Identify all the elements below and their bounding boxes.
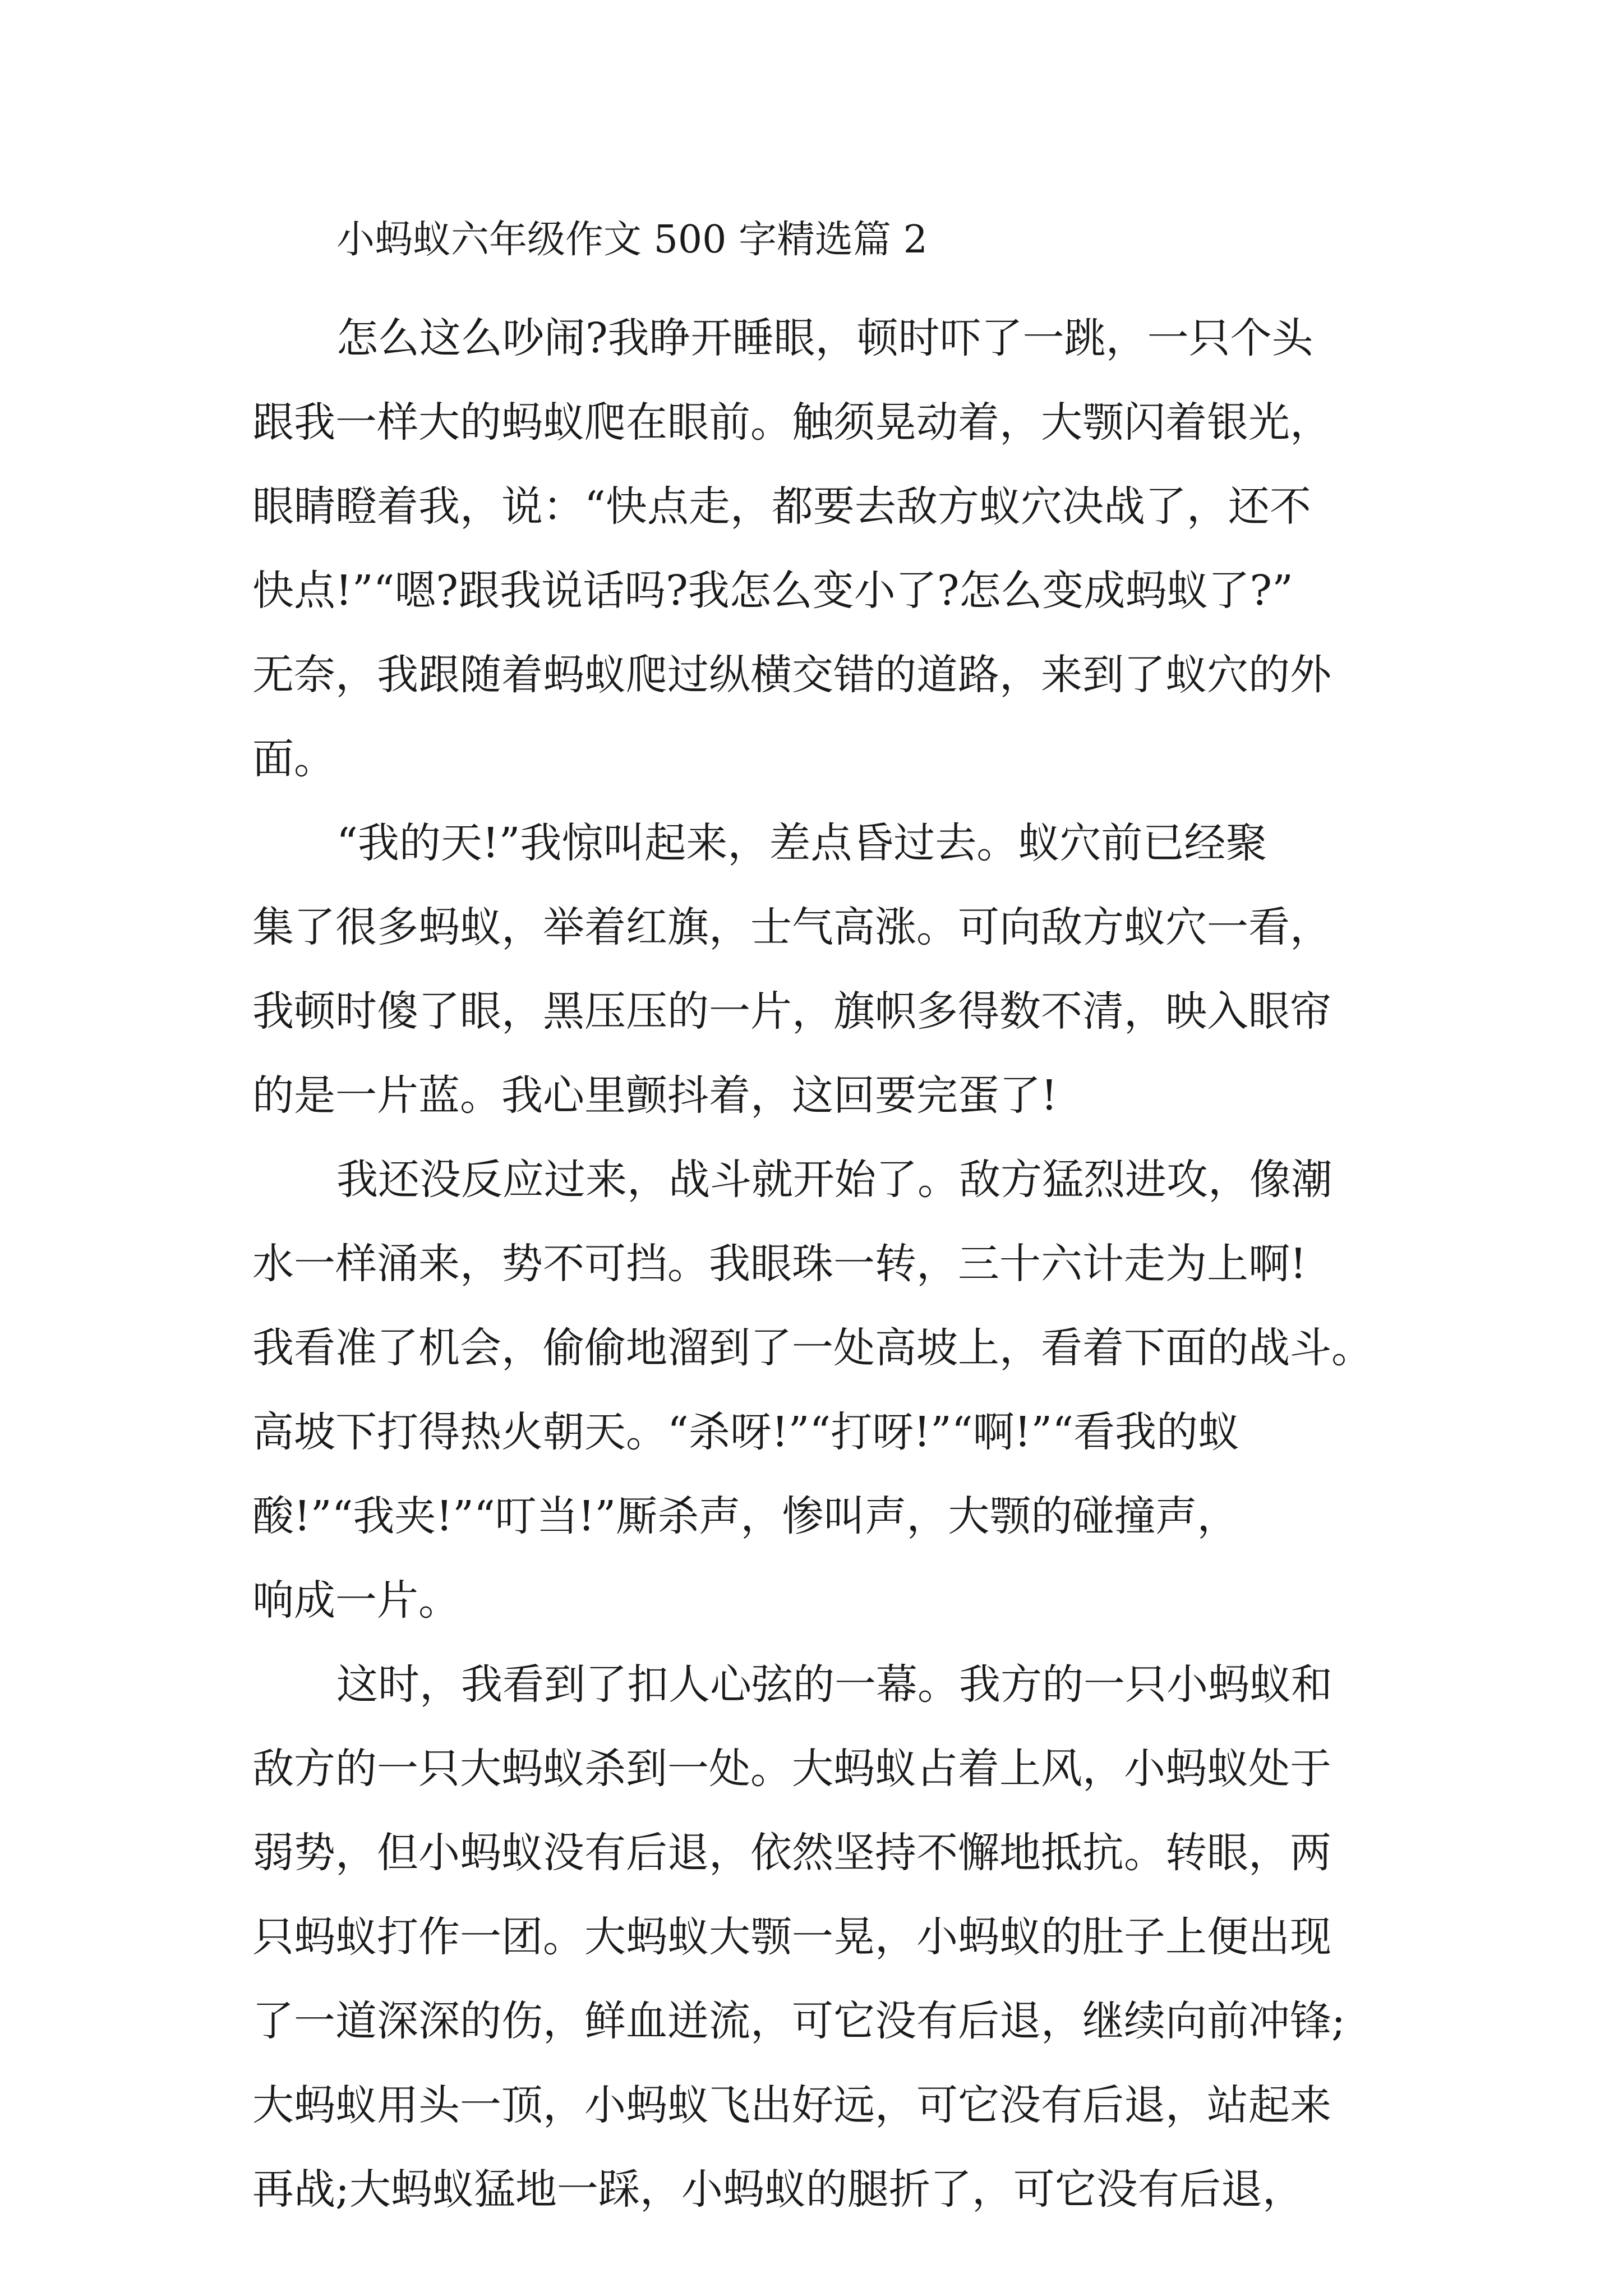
text-line: 集了很多蚂蚁，举着红旗，士气高涨。可向敌方蚁穴一看， xyxy=(252,903,1331,951)
text-line: 弱势，但小蚂蚁没有后退，依然坚持不懈地抵抗。转眼，两 xyxy=(252,1829,1331,1877)
text-line: 我还没反应过来，战斗就开始了。敌方猛烈进攻，像潮 xyxy=(336,1156,1332,1204)
text-line: 无奈，我跟随着蚂蚁爬过纵横交错的道路，来到了蚁穴的外 xyxy=(252,651,1331,699)
text-line: 大蚂蚁用头一顶，小蚂蚁飞出好远，可它没有后退，站起来 xyxy=(252,2081,1331,2129)
text-line: 响成一片。 xyxy=(252,1576,460,1625)
text-line: 我顿时傻了眼，黑压压的一片，旗帜多得数不清，映入眼帘 xyxy=(252,987,1331,1036)
text-line: 眼睛瞪着我，说：“快点走，都要去敌方蚁穴决战了，还不 xyxy=(252,482,1311,531)
text-line: 再战;大蚂蚁猛地一踩，小蚂蚁的腿折了，可它没有后退， xyxy=(252,2165,1304,2214)
text-line: 面。 xyxy=(252,735,335,783)
text-line: 跟我一样大的蚂蚁爬在眼前。触须晃动着，大颚闪着银光， xyxy=(252,398,1331,447)
text-line: 的是一片蓝。我心里颤抖着，这回要完蛋了! xyxy=(252,1071,1058,1120)
text-line: 怎么这么吵闹?我睁开睡眼，顿时吓了一跳，一只个头 xyxy=(336,314,1313,362)
text-line: 快点!”“嗯?跟我说话吗?我怎么变小了?怎么变成蚂蚁了?” xyxy=(252,567,1293,615)
text-line: 这时，我看到了扣人心弦的一幕。我方的一只小蚂蚁和 xyxy=(336,1660,1332,1709)
document-title: 小蚂蚁六年级作文 500 字精选篇 2 xyxy=(336,218,928,262)
text-line: “我的天!”我惊叫起来，差点昏过去。蚁穴前已经聚 xyxy=(336,819,1267,867)
text-line: 了一道深深的伤，鲜血迸流，可它没有后退，继续向前冲锋; xyxy=(252,1997,1345,2045)
text-line: 高坡下打得热火朝天。“杀呀!”“打呀!”“啊!”“看我的蚁 xyxy=(252,1408,1240,1456)
text-line: 我看准了机会，偷偷地溜到了一处高坡上，看着下面的战斗。 xyxy=(252,1324,1373,1372)
text-line: 敌方的一只大蚂蚁杀到一处。大蚂蚁占着上风，小蚂蚁处于 xyxy=(252,1745,1331,1793)
text-line: 只蚂蚁打作一团。大蚂蚁大颚一晃，小蚂蚁的肚子上便出现 xyxy=(252,1913,1331,1961)
text-line: 酸!”“我夹!”“叮当!”厮杀声，惨叫声，大颚的碰撞声， xyxy=(252,1492,1239,1540)
text-line: 水一样涌来，势不可挡。我眼珠一转，三十六计走为上啊! xyxy=(252,1240,1307,1288)
